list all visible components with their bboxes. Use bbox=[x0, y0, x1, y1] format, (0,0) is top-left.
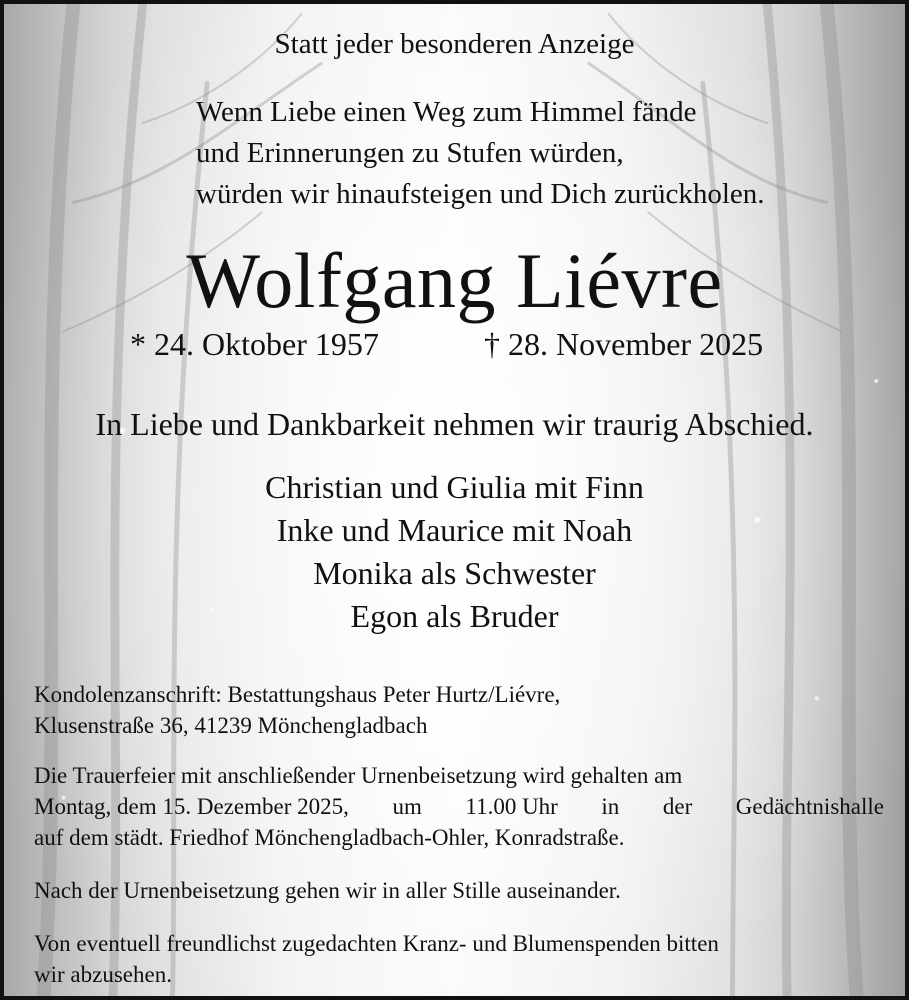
poem-line: und Erinnerungen zu Stufen würden, bbox=[196, 137, 624, 169]
poem-line: Wenn Liebe einen Weg zum Himmel fände bbox=[196, 96, 697, 128]
mourner-entry: Inke und Maurice mit Noah bbox=[276, 512, 633, 548]
condolence-line: Kondolenzanschrift: Bestattungshaus Peter Hurtz/Liévre, bbox=[34, 682, 561, 707]
notice-header: Statt jeder besonderen Anzeige bbox=[274, 28, 635, 60]
service-word: Montag, dem 15. Dezember 2025, bbox=[34, 794, 349, 819]
condolence-line: Klusenstraße 36, 41239 Mönchengladbach bbox=[34, 713, 428, 738]
service-line: Die Trauerfeier mit anschließender Urnenbeisetzung wird gehalten am bbox=[34, 763, 683, 788]
service-word: Gedächtnishalle bbox=[735, 794, 884, 819]
farewell-text: In Liebe und Dankbarkeit nehmen wir traurig Abschied. bbox=[95, 406, 814, 442]
death-date: † 28. November 2025 bbox=[484, 326, 764, 362]
flowers-line: wir abzusehen. bbox=[34, 962, 172, 987]
poem-line: würden wir hinaufsteigen und Dich zurückholen. bbox=[196, 178, 765, 210]
after-ceremony-text: Nach der Urnenbeisetzung gehen wir in aller Stille auseinander. bbox=[34, 878, 621, 903]
mourners-list bbox=[4, 466, 905, 638]
mourner-entry: Egon als Bruder bbox=[350, 598, 559, 634]
service-word: um bbox=[392, 794, 422, 819]
service-details bbox=[34, 760, 884, 853]
mourner-entry: Christian und Giulia mit Finn bbox=[265, 469, 644, 505]
service-word: der bbox=[662, 794, 693, 819]
service-line: auf dem städt. Friedhof Mönchengladbach-Ohler, Konradstraße. bbox=[34, 825, 625, 850]
service-line bbox=[34, 791, 884, 822]
service-word: in bbox=[601, 794, 620, 819]
service-word: 11.00 Uhr bbox=[465, 794, 558, 819]
condolence-address bbox=[34, 679, 884, 741]
birth-date: * 24. Oktober 1957 bbox=[130, 326, 379, 362]
mourner-entry: Monika als Schwester bbox=[313, 555, 596, 591]
after-ceremony-note bbox=[34, 875, 884, 906]
flowers-line: Von eventuell freundlichst zugedachten Kranz- und Blumenspenden bitten bbox=[34, 931, 719, 956]
flowers-note bbox=[34, 928, 884, 990]
deceased-name: Wolfgang Liévre bbox=[186, 237, 723, 324]
poem bbox=[196, 92, 765, 215]
